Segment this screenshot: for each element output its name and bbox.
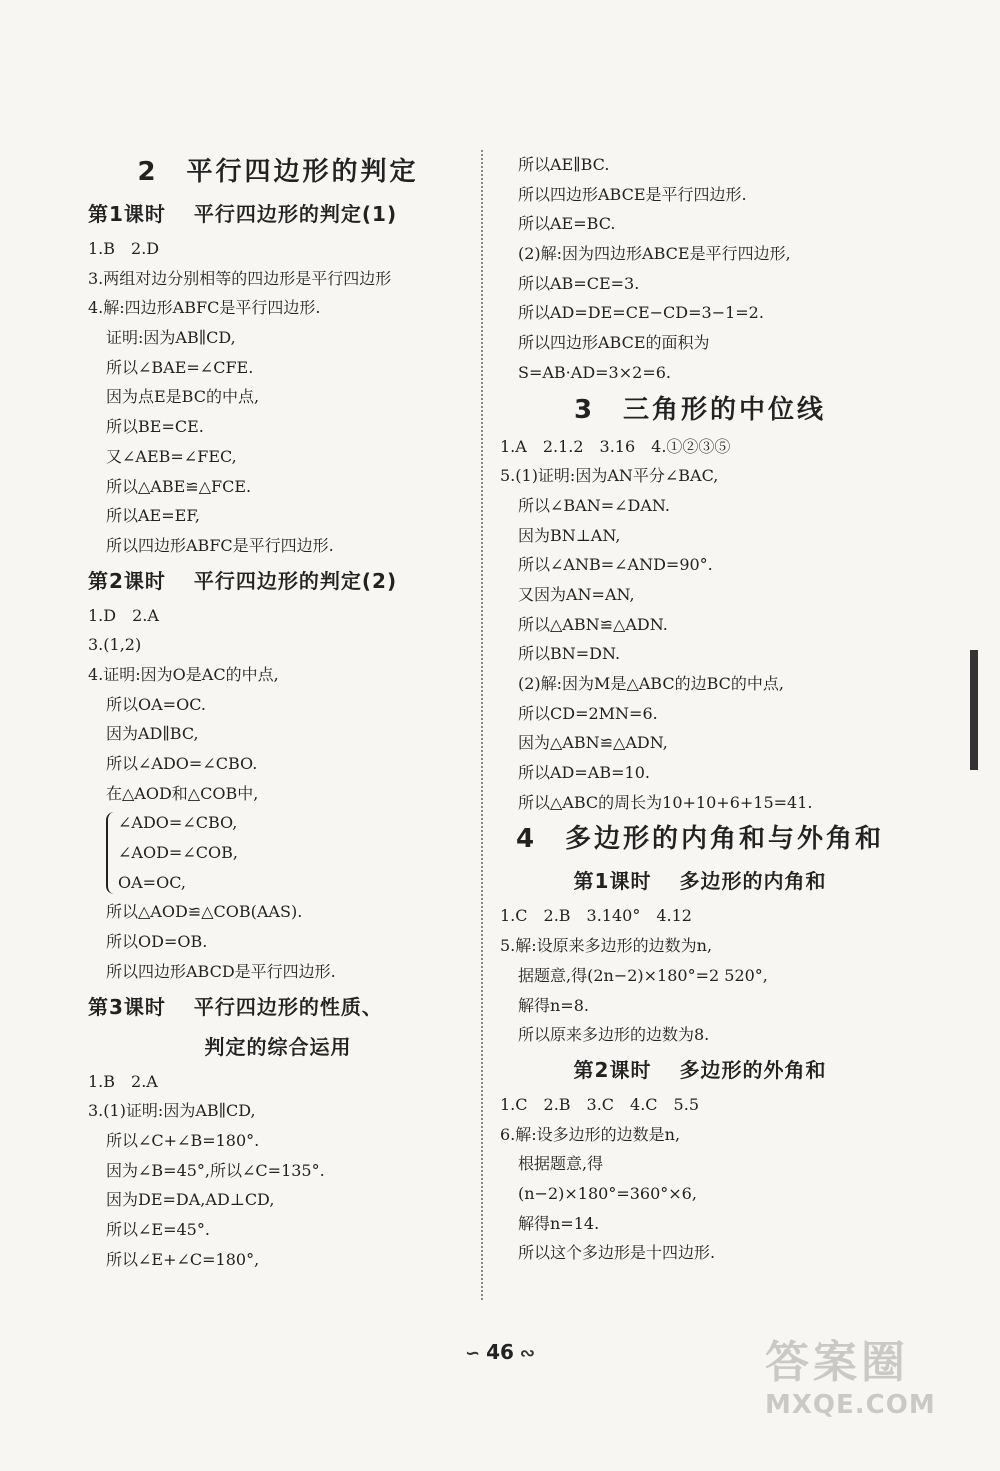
answer-line bbox=[88, 1215, 468, 1245]
answer-line bbox=[88, 1245, 468, 1275]
answer-line bbox=[88, 234, 468, 264]
answer-text: 所以△AOD≌△COB(AAS). bbox=[106, 902, 303, 922]
answer-line bbox=[500, 269, 900, 299]
answer-text: 因为∠B=45°,所以∠C=135°. bbox=[106, 1160, 325, 1180]
answer-text: 因为DE=DA,AD⊥CD, bbox=[106, 1190, 275, 1210]
lesson-topic: 多边形的外角和 bbox=[679, 1057, 827, 1082]
answer-line bbox=[500, 461, 900, 491]
answer-text: 所以△ABN≌△ADN. bbox=[518, 614, 668, 634]
answer-line bbox=[88, 660, 468, 690]
answer-text: 所以AD=AB=10. bbox=[518, 763, 650, 783]
answer-line bbox=[88, 957, 468, 987]
answer-text: 4.证明:因为O是AC的中点, bbox=[88, 664, 279, 684]
answer-line bbox=[88, 323, 468, 353]
answer-line bbox=[88, 719, 468, 749]
answer-text: S=AB·AD=3×2=6. bbox=[518, 362, 671, 382]
section-number: 4 bbox=[515, 824, 538, 855]
answer-text: 1.C 2.B 3.140° 4.12 bbox=[500, 906, 692, 926]
section-text: 多边形的内角和与外角和 bbox=[565, 824, 885, 855]
answer-text: (n−2)×180°=360°×6, bbox=[518, 1183, 697, 1203]
answer-text: 1.C 2.B 3.C 4.C 5.5 bbox=[500, 1094, 699, 1114]
answer-line bbox=[88, 868, 468, 898]
lesson-topic: 多边形的内角和 bbox=[679, 869, 827, 894]
section-title bbox=[88, 150, 468, 194]
answer-text: ∠ADO=∠CBO, bbox=[118, 813, 238, 833]
answer-line bbox=[500, 639, 900, 669]
answer-line bbox=[88, 630, 468, 660]
answer-text: 所以这个多边形是十四边形. bbox=[518, 1243, 716, 1263]
answer-line bbox=[88, 927, 468, 957]
answer-text: (2)解:因为四边形ABCE是平行四边形, bbox=[518, 244, 791, 264]
page-edge-mark bbox=[970, 650, 978, 770]
answer-line bbox=[500, 1120, 900, 1150]
answer-line bbox=[88, 412, 468, 442]
answer-line bbox=[500, 239, 900, 269]
answer-text: 所以四边形ABCD是平行四边形. bbox=[106, 961, 336, 981]
answer-text: 3.两组对边分别相等的四边形是平行四边形 bbox=[88, 268, 392, 288]
answer-text: 5.解:设原来多边形的边数为n, bbox=[500, 936, 713, 956]
answer-line bbox=[500, 550, 900, 580]
answer-line bbox=[500, 728, 900, 758]
answer-line bbox=[500, 669, 900, 699]
page-number: ∽ 46 ∾ bbox=[464, 1340, 536, 1364]
answer-line bbox=[88, 382, 468, 412]
answer-line bbox=[88, 264, 468, 294]
answer-text: 1.D 2.A bbox=[88, 605, 159, 625]
answer-line bbox=[500, 991, 900, 1021]
answer-text: 证明:因为AB∥CD, bbox=[106, 328, 236, 348]
answer-line bbox=[88, 472, 468, 502]
answer-line bbox=[500, 1149, 900, 1179]
column-divider bbox=[481, 150, 483, 1300]
answer-text: 因为点E是BC的中点, bbox=[106, 387, 260, 407]
answer-line bbox=[88, 897, 468, 927]
answer-line bbox=[500, 758, 900, 788]
answer-text: 所以OA=OC. bbox=[106, 694, 206, 714]
answer-text: 所以∠E+∠C=180°, bbox=[106, 1249, 260, 1269]
answer-line bbox=[500, 298, 900, 328]
answer-text: 6.解:设多边形的边数是n, bbox=[500, 1124, 681, 1144]
section-number: 3 bbox=[573, 394, 596, 425]
answer-line bbox=[88, 601, 468, 631]
answer-line bbox=[88, 1185, 468, 1215]
answer-text: 1.B 2.A bbox=[88, 1071, 158, 1091]
answer-text: 4.解:四边形ABFC是平行四边形. bbox=[88, 298, 321, 318]
answer-text: 所以AD=DE=CE−CD=3−1=2. bbox=[518, 303, 764, 323]
answer-text: 5.(1)证明:因为AN平分∠BAC, bbox=[500, 466, 719, 486]
section-title bbox=[500, 817, 900, 861]
lesson-period: 第1课时 bbox=[573, 869, 652, 894]
answer-text: 因为△ABN≌△ADN, bbox=[518, 733, 668, 753]
answer-text: 解得n=14. bbox=[518, 1213, 600, 1233]
answer-text: 所以BE=CE. bbox=[106, 417, 204, 437]
watermark-logo bbox=[765, 1326, 980, 1436]
answer-text: 所以原来多边形的边数为8. bbox=[518, 1025, 710, 1045]
answer-line bbox=[88, 531, 468, 561]
answer-line bbox=[88, 749, 468, 779]
answer-text: 所以四边形ABCE是平行四边形. bbox=[518, 184, 747, 204]
section-text: 三角形的中位线 bbox=[623, 394, 827, 425]
answer-line bbox=[88, 501, 468, 531]
section-title bbox=[500, 388, 900, 432]
answer-text: 所以△ABC的周长为10+10+6+15=41. bbox=[518, 792, 813, 812]
answer-text: 3.(1)证明:因为AB∥CD, bbox=[88, 1101, 256, 1121]
answer-text: 因为BN⊥AN, bbox=[518, 525, 621, 545]
answer-text: 又因为AN=AN, bbox=[518, 584, 635, 604]
answer-line bbox=[500, 610, 900, 640]
answer-text: 在△AOD和△COB中, bbox=[106, 783, 259, 803]
answer-line bbox=[88, 1156, 468, 1186]
answer-line bbox=[88, 1126, 468, 1156]
lesson-title bbox=[88, 194, 468, 234]
answer-line bbox=[500, 901, 900, 931]
answer-line bbox=[88, 353, 468, 383]
answer-text: 所以AE∥BC. bbox=[518, 155, 610, 174]
answer-text: 据题意,得(2n−2)×180°=2 520°, bbox=[518, 965, 768, 985]
answer-line bbox=[88, 293, 468, 323]
answer-line bbox=[500, 1090, 900, 1120]
answer-line bbox=[500, 1209, 900, 1239]
section-number: 2 bbox=[137, 157, 159, 187]
answer-text: 根据题意,得 bbox=[518, 1154, 604, 1174]
answer-line bbox=[500, 961, 900, 991]
answer-text: 所以AE=EF, bbox=[106, 506, 201, 526]
answer-text: 所以AE=BC. bbox=[518, 214, 616, 234]
answer-line bbox=[500, 491, 900, 521]
answer-text: 所以四边形ABFC是平行四边形. bbox=[106, 535, 334, 555]
section-text: 平行四边形的判定 bbox=[186, 157, 419, 187]
lesson-topic: 平行四边形的性质、 bbox=[193, 994, 383, 1019]
answer-text: 所以CD=2MN=6. bbox=[518, 703, 658, 723]
answer-text: 所以△ABE≌△FCE. bbox=[106, 476, 252, 496]
answer-line bbox=[500, 432, 900, 462]
answer-text: 所以∠E=45°. bbox=[106, 1219, 210, 1239]
lesson-title bbox=[500, 861, 900, 901]
answer-line bbox=[500, 1179, 900, 1209]
answer-line bbox=[88, 779, 468, 809]
ornament-left-icon: ∽ bbox=[464, 1343, 481, 1364]
lesson-period: 第1课时 bbox=[88, 202, 166, 226]
answer-text: 所以∠C+∠B=180°. bbox=[106, 1130, 260, 1150]
answer-line bbox=[500, 1238, 900, 1268]
answer-line bbox=[500, 328, 900, 358]
answer-text: 因为AD∥BC, bbox=[106, 724, 199, 744]
lesson-title bbox=[500, 1050, 900, 1090]
answer-text: 所以∠ADO=∠CBO. bbox=[106, 754, 258, 773]
lesson-period: 第3课时 bbox=[88, 994, 166, 1019]
ornament-right-icon: ∾ bbox=[519, 1343, 536, 1364]
left-column bbox=[88, 150, 468, 1274]
right-column bbox=[500, 150, 900, 1268]
answer-line bbox=[88, 690, 468, 720]
answer-text: 所以OD=OB. bbox=[106, 932, 208, 952]
answer-text: 1.B 2.D bbox=[88, 239, 160, 258]
answer-line bbox=[500, 931, 900, 961]
answer-text: 所以∠BAN=∠DAN. bbox=[518, 495, 670, 515]
answer-text: 所以∠ANB=∠AND=90°. bbox=[518, 555, 713, 575]
answer-line bbox=[500, 699, 900, 729]
answer-line bbox=[500, 209, 900, 239]
answer-line bbox=[500, 358, 900, 388]
answer-line bbox=[88, 442, 468, 472]
lesson-topic: 平行四边形的判定(2) bbox=[193, 568, 398, 593]
answer-text: 所以BN=DN. bbox=[518, 644, 621, 664]
answer-text: 所以∠BAE=∠CFE. bbox=[106, 357, 254, 377]
answer-text: 所以AB=CE=3. bbox=[518, 273, 640, 293]
answer-text: 1.A 2.1.2 3.16 4.①②③⑤ bbox=[500, 436, 731, 456]
answer-text: 解得n=8. bbox=[518, 995, 589, 1015]
answer-text: (2)解:因为M是△ABC的边BC的中点, bbox=[518, 674, 784, 693]
answer-text: 又∠AEB=∠FEC, bbox=[106, 446, 237, 466]
lesson-title-continued: 判定的综合运用 bbox=[204, 1034, 352, 1059]
answer-line bbox=[500, 150, 900, 180]
answer-text: 所以四边形ABCE的面积为 bbox=[518, 333, 710, 353]
lesson-title bbox=[88, 987, 468, 1027]
answer-line bbox=[88, 838, 468, 868]
lesson-period: 第2课时 bbox=[88, 568, 166, 593]
answer-text: OA=OC, bbox=[118, 872, 186, 892]
lesson-period: 第2课时 bbox=[573, 1057, 652, 1082]
lesson-topic: 平行四边形的判定(1) bbox=[193, 202, 398, 226]
answer-line bbox=[500, 580, 900, 610]
answer-line bbox=[88, 1067, 468, 1097]
answer-line bbox=[500, 788, 900, 818]
answer-text: 3.(1,2) bbox=[88, 635, 142, 655]
answer-line bbox=[500, 521, 900, 551]
answer-line bbox=[500, 180, 900, 210]
watermark-title: 答案圈 bbox=[765, 1337, 909, 1388]
answer-line bbox=[88, 808, 468, 838]
answer-line bbox=[88, 1096, 468, 1126]
watermark-url: MXQE.COM bbox=[765, 1390, 936, 1420]
lesson-title bbox=[88, 561, 468, 601]
answer-line bbox=[500, 1020, 900, 1050]
answer-text: ∠AOD=∠COB, bbox=[118, 843, 238, 863]
